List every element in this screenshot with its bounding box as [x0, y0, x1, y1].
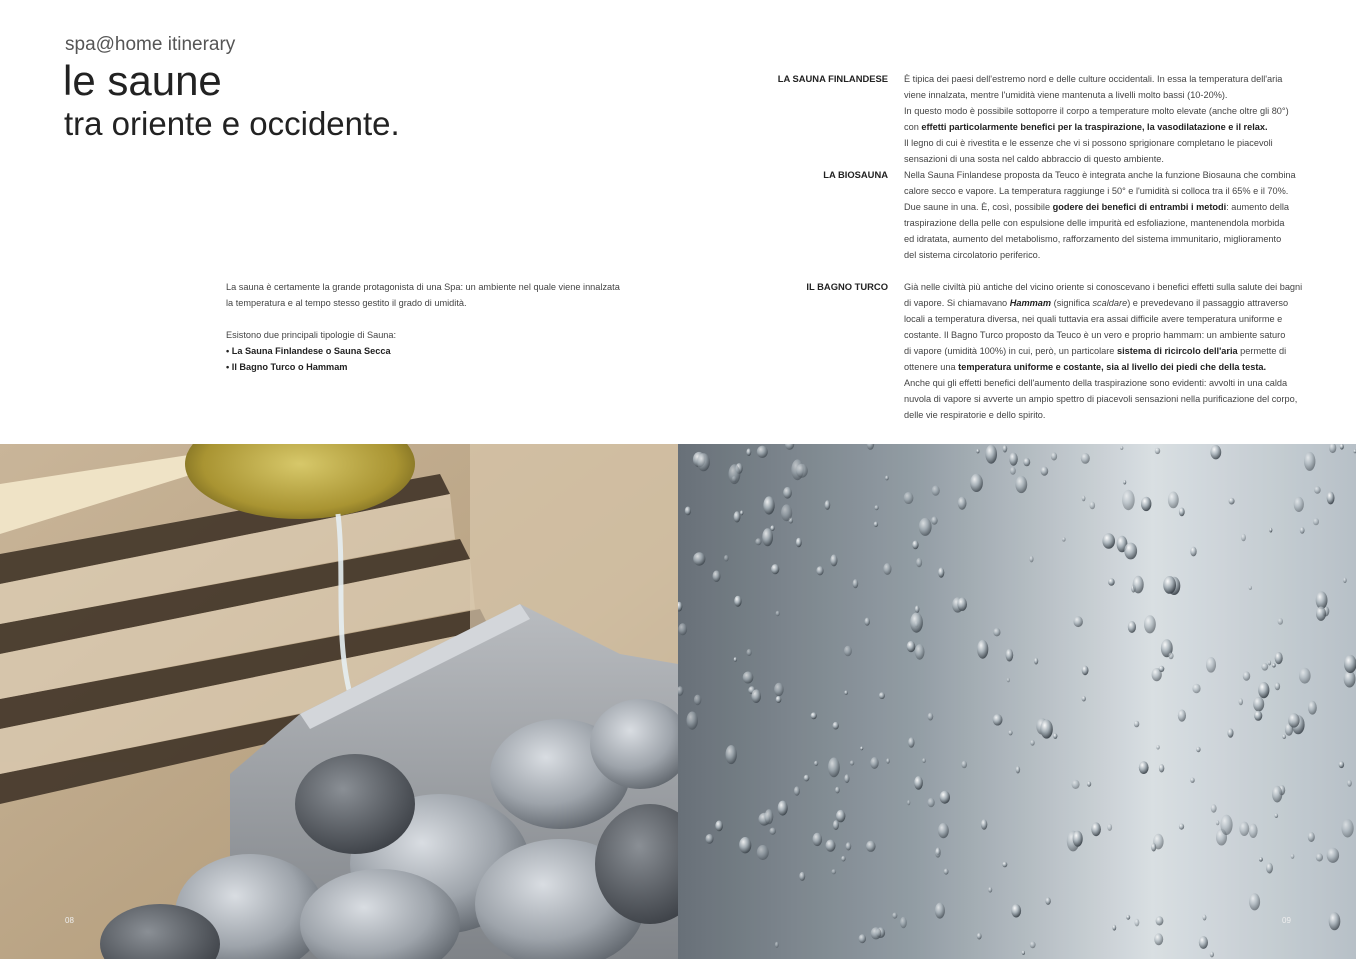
body-line: nuvola di vapore si avverte un ampio spettro di piacevoli sensazioni nella purificazione del corpo,	[904, 394, 1298, 404]
body-line: delle vie respiratorie e dello spirito.	[904, 410, 1046, 420]
body-line: Due saune in una. È, così, possibile godere dei benefici di entrambi i metodi: aumento della	[904, 202, 1290, 212]
page-number-left: 08	[65, 916, 74, 925]
steam-glass-photo	[678, 444, 1356, 959]
intro-block	[226, 279, 646, 375]
body-line: con effetti particolarmente benefici per la traspirazione, la vasodilatazione e il relax.	[904, 122, 1268, 132]
intro-line: la temperatura e al tempo stesso gestito il grado di umidità.	[226, 298, 467, 308]
body-line: calore secco e vapore. La temperatura raggiunge i 50° e l'umidità si colloca tra il 65% e il 70%.	[904, 186, 1289, 196]
body-line: È tipica dei paesi dell'estremo nord e delle culture occidentali. In essa la temperatura dell'aria	[904, 74, 1283, 84]
section-label-bagno-turco: IL BAGNO TURCO	[806, 281, 888, 292]
body-line: del sistema circolatorio periferico.	[904, 250, 1041, 260]
body-line: Il legno di cui è rivestita e le essenze che vi si possono sprigionare completano le piacevoli	[904, 138, 1273, 148]
body-line: costante. Il Bagno Turco proposto da Teuco è un vero e proprio hammam: un ambiente saturo	[904, 330, 1286, 340]
body-line: Già nelle civiltà più antiche del vicino oriente si conoscevano i benefici effetti sulla salute dei bagni	[904, 282, 1303, 292]
list-item: • La Sauna Finlandese o Sauna Secca	[226, 346, 391, 356]
body-line: In questo modo è possibile sottoporre il corpo a temperature molto elevate (anche oltre gli 80°)	[904, 106, 1289, 116]
section-kicker: spa@home itinerary	[65, 34, 236, 55]
body-line: Nella Sauna Finlandese proposta da Teuco è integrata anche la funzione Biosauna che combina	[904, 170, 1296, 180]
body-line: locali a temperatura diversa, nei quali tuttavia era assai difficile avere temperatura uniforme e	[904, 314, 1283, 324]
body-line: ed idratata, aumento del metabolismo, rafforzamento del sistema immunitario, miglioramento	[904, 234, 1282, 244]
body-line: di vapore (umidità 100%) in cui, però, un particolare sistema di ricircolo dell'aria permette di	[904, 346, 1287, 356]
body-line: di vapore. Si chiamavano Hammam (significa scaldare) e prevedevano il passaggio attraverso	[904, 298, 1289, 308]
body-line: sensazioni di una sosta nel caldo abbraccio di questo ambiente.	[904, 154, 1164, 164]
list-item: • Il Bagno Turco o Hammam	[226, 362, 348, 372]
page-subtitle: tra oriente e occidente.	[64, 105, 400, 142]
page-number-right: 09	[1282, 916, 1291, 925]
section-body-bagno-turco	[904, 279, 1304, 423]
section-label-finlandese: LA SAUNA FINLANDESE	[777, 73, 888, 84]
section-body-biosauna	[904, 167, 1304, 263]
sauna-stones-photo	[0, 444, 678, 959]
page-title: le saune	[63, 57, 222, 104]
body-line: ottenere una temperatura uniforme e costante, sia al livello dei piedi che della testa.	[904, 362, 1267, 372]
body-line: traspirazione della pelle con espulsione delle impurità ed esfoliazione, mantenendola morbida	[904, 218, 1285, 228]
section-body-finlandese	[904, 71, 1304, 167]
section-label-biosauna: LA BIOSAUNA	[823, 169, 888, 180]
intro-line: Esistono due principali tipologie di Sauna:	[226, 330, 397, 340]
body-line: viene innalzata, mentre l'umidità viene mantenuta a livelli molto bassi (10-20%).	[904, 90, 1228, 100]
intro-line: La sauna è certamente la grande protagonista di una Spa: un ambiente nel quale viene innalzata	[226, 282, 620, 292]
body-line: Anche qui gli effetti benefici dell'aumento della traspirazione sono evidenti: avvolti in una calda	[904, 378, 1288, 388]
